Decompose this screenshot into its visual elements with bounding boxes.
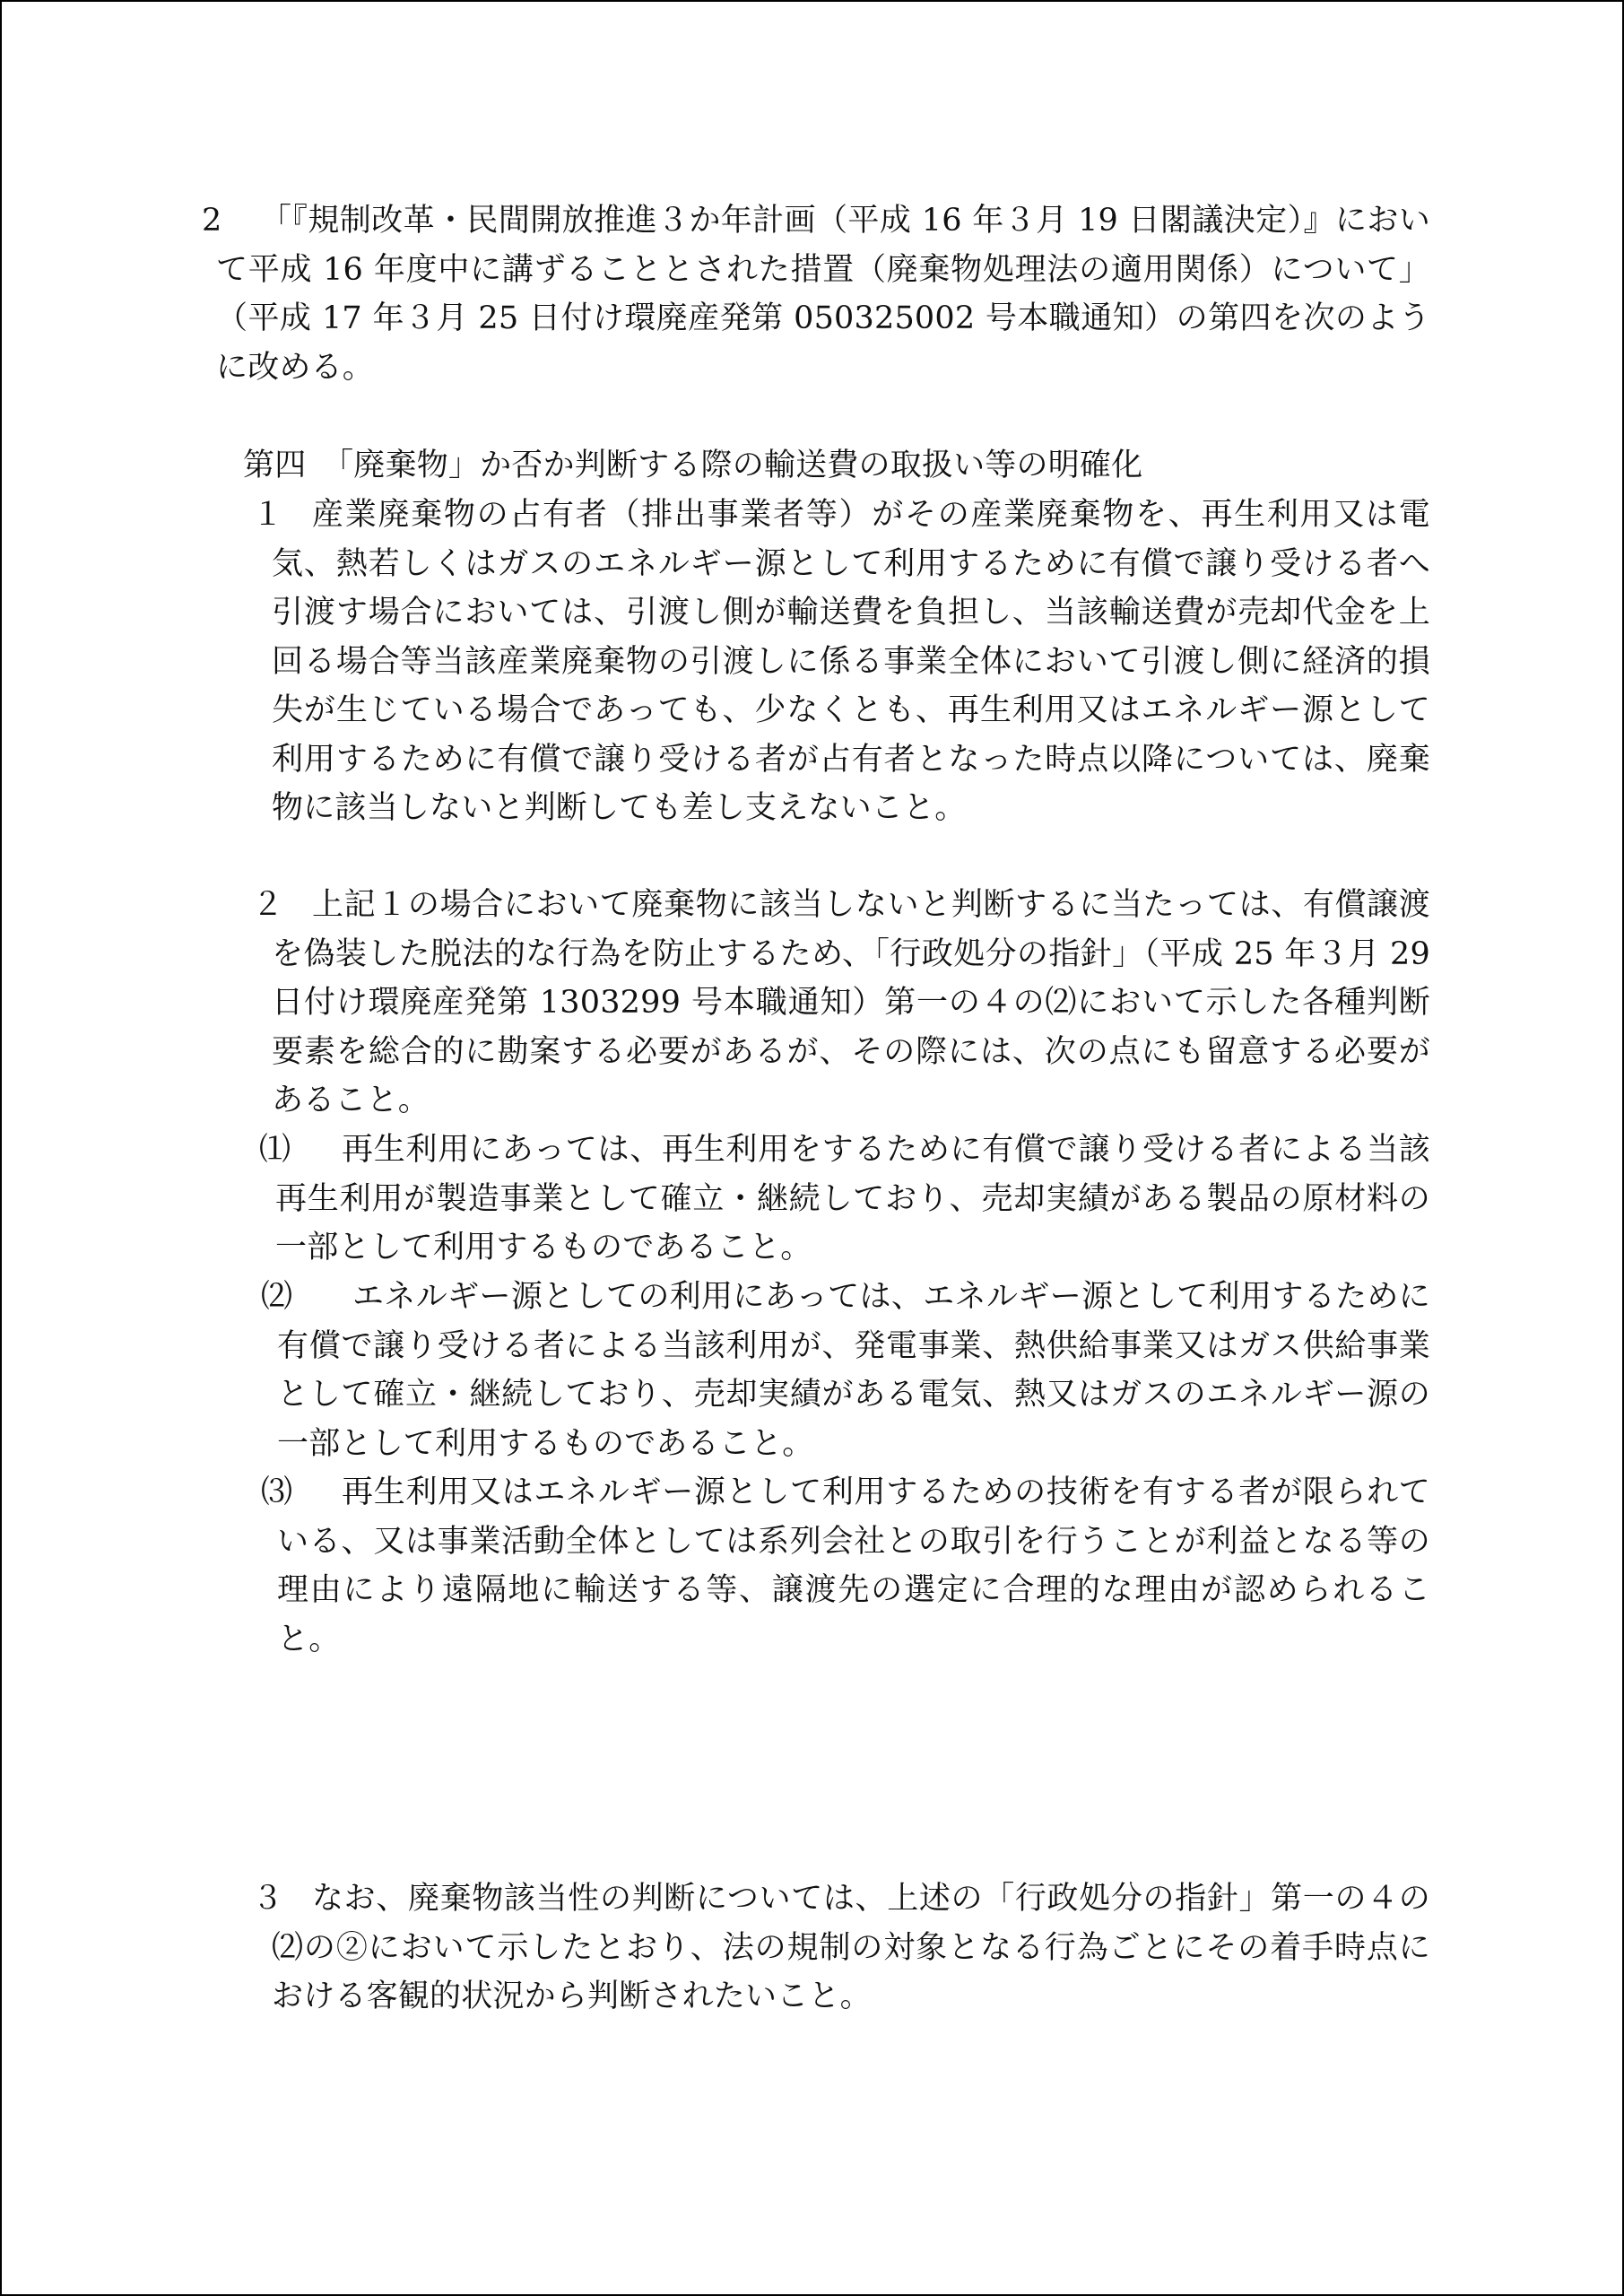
point-number: ⑶ [261,1474,293,1510]
subitem-number: １ [252,497,284,533]
point-text: 再生利用又はエネルギー源として利用するための技術を有する者が限られている、又は事業活動全体としては系列会社との取引を行うことが利益となる等の理由により遠隔地に輸送する等、譲渡先の選定に合理的な理由が認められること。 [277,1474,1430,1657]
subitem-3-paragraph [252,1874,1430,2022]
point-1-paragraph [259,1126,1431,1273]
point-2-paragraph [261,1273,1430,1468]
item-text: 「『規制改革・民間開放推進３か年計画（平成 16 年３月 19 日閣議決定）』において平成 16 年度中に講ずることとされた措置（廃棄物処理法の適用関係）について」（平成 17 年３月 25 日付け環廃産発第 050325002 号本職通知）の第四を次のように改める。 [216,203,1430,386]
subitem-2-paragraph [252,881,1430,1126]
subitem-number: ２ [252,887,284,923]
subitem-number: ３ [252,1881,284,1917]
point-text: エネルギー源としての利用にあっては、エネルギー源として利用するために有償で譲り受ける者による当該利用が、発電事業、熱供給事業又はガス供給事業として確立・継続しており、売却実績がある電気、熱又はガスのエネルギー源の一部として利用するものであること。 [277,1279,1430,1462]
item-number: 2 [202,203,222,239]
section-heading: 第四 「廃棄物」か否か判断する際の輸送費の取扱い等の明確化 [243,448,1143,483]
item-2-paragraph [202,196,1430,392]
subitem-text: なお、廃棄物該当性の判断については、上述の「行政処分の指針」第一の４の⑵の②において示したとおり、法の規制の対象となる行為ごとにその着手時点における客観的状況から判断されたいこと。 [272,1881,1430,2014]
subitem-text: 上記１の場合において廃棄物に該当しないと判断するに当たっては、有償譲渡を偽装した脱法的な行為を防止するため、「行政処分の指針」（平成 25 年３月 29 日付け環廃産発第 1303299 号本職通知）第一の４の⑵において示した各種判断要素を総合的に勘案する必要があるが、その際には、次の点にも留意する必要があること。 [272,887,1430,1118]
subitem-1-paragraph [252,491,1430,833]
point-number: ⑴ [259,1132,291,1168]
subitem-text: 産業廃棄物の占有者（排出事業者等）がその産業廃棄物を、再生利用又は電気、熱若しくはガスのエネルギー源として利用するために有償で譲り受ける者へ引渡す場合においては、引渡し側が輸送費を負担し、当該輸送費が売却代金を上回る場合等当該産業廃棄物の引渡しに係る事業全体において引渡し側に経済的損失が生じている場合であっても、少なくとも、再生利用又はエネルギー源として利用するために有償で譲り受ける者が占有者となった時点以降については、廃棄物に該当しないと判断しても差し支えないこと。 [272,497,1430,826]
point-3-paragraph [261,1468,1430,1664]
point-number: ⑵ [261,1279,293,1315]
point-text: 再生利用にあっては、再生利用をするために有償で譲り受ける者による当該再生利用が製造事業として確立・継続しており、売却実績がある製品の原材料の一部として利用するものであること。 [275,1132,1431,1265]
